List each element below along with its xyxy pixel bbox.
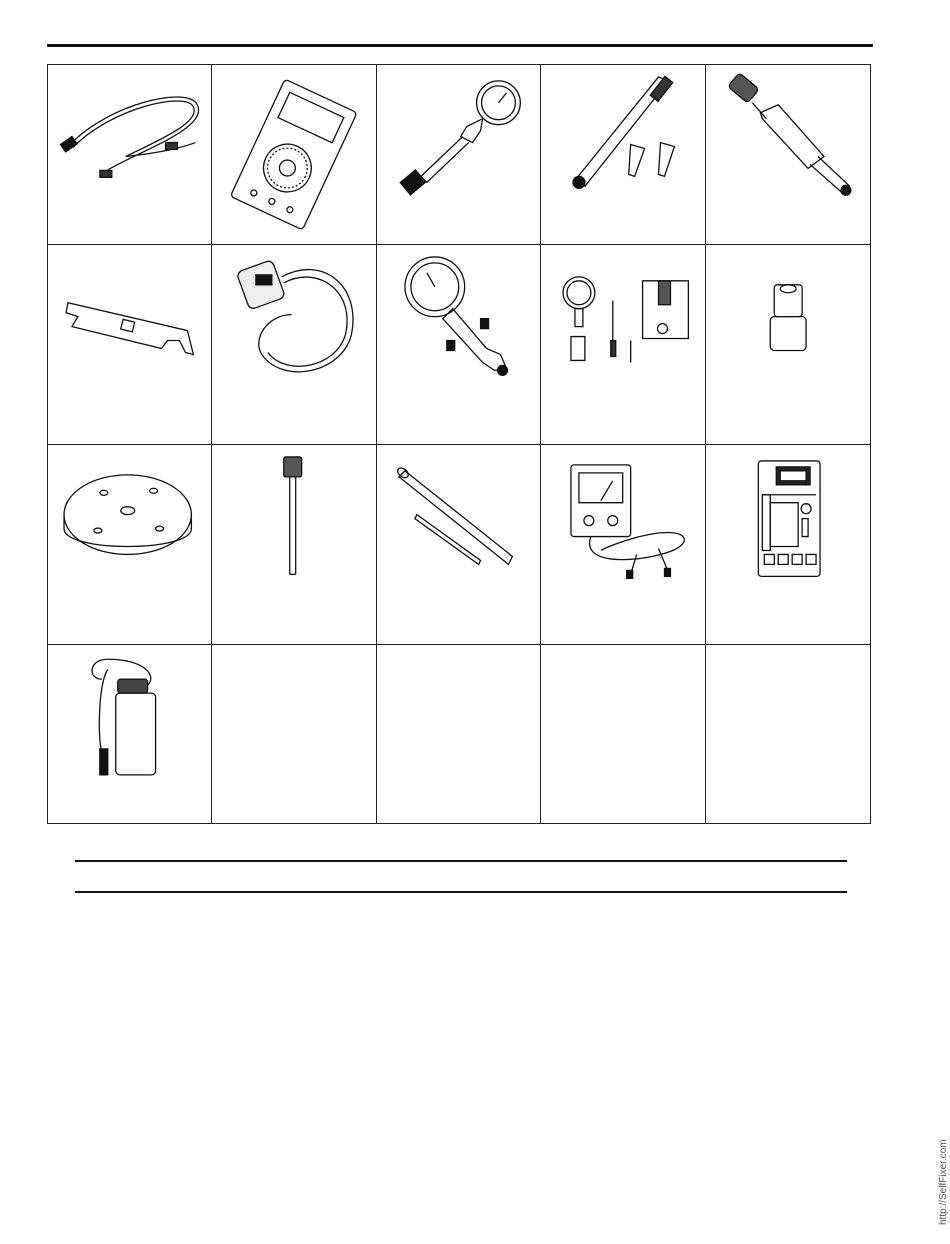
- empty-cell: [212, 645, 376, 823]
- socket-adapter-icon: [706, 245, 870, 444]
- divider-rule: [75, 891, 847, 893]
- top-rule: [47, 44, 873, 47]
- tool-cell: [48, 245, 212, 445]
- tool-cell: [541, 65, 705, 245]
- pump-sprayer-icon: [48, 645, 211, 823]
- spanner-plate-icon: [48, 245, 211, 444]
- tool-cell: [541, 445, 705, 645]
- watermark-url: http://SelfFixer.com: [938, 1139, 949, 1225]
- tool-cell: [212, 245, 376, 445]
- compression-gauge-icon: [377, 65, 540, 244]
- puller-tool-icon: [706, 65, 870, 244]
- tool-cell: [48, 645, 212, 823]
- driver-rod-icon: [212, 445, 375, 644]
- digital-tester-icon: [706, 445, 870, 644]
- tool-cell: [48, 65, 212, 245]
- tool-cell: [212, 445, 376, 645]
- empty-cell: [541, 645, 705, 823]
- dial-indicator-set-icon: [541, 245, 704, 444]
- tool-cell: [48, 445, 212, 645]
- probe-pen-icon: [377, 445, 540, 644]
- torque-wrench-adapter-icon: [541, 65, 704, 244]
- digital-multimeter-icon: [212, 65, 375, 244]
- analog-meter-icon: [541, 445, 704, 644]
- test-harness-icon: [212, 245, 375, 444]
- tool-cell: [377, 245, 541, 445]
- empty-cell: [706, 645, 870, 823]
- base-plate-icon: [48, 445, 211, 644]
- cable-harness-icon: [48, 65, 211, 244]
- tool-grid: [47, 64, 871, 824]
- tool-cell: [377, 445, 541, 645]
- divider-rule: [75, 860, 847, 862]
- empty-cell: [377, 645, 541, 823]
- tool-cell: [212, 65, 376, 245]
- tool-cell: [377, 65, 541, 245]
- pressure-gauge-icon: [377, 245, 540, 444]
- tool-cell: [706, 65, 870, 245]
- tool-cell: [541, 245, 705, 445]
- tool-cell: [706, 245, 870, 445]
- tool-cell: [706, 445, 870, 645]
